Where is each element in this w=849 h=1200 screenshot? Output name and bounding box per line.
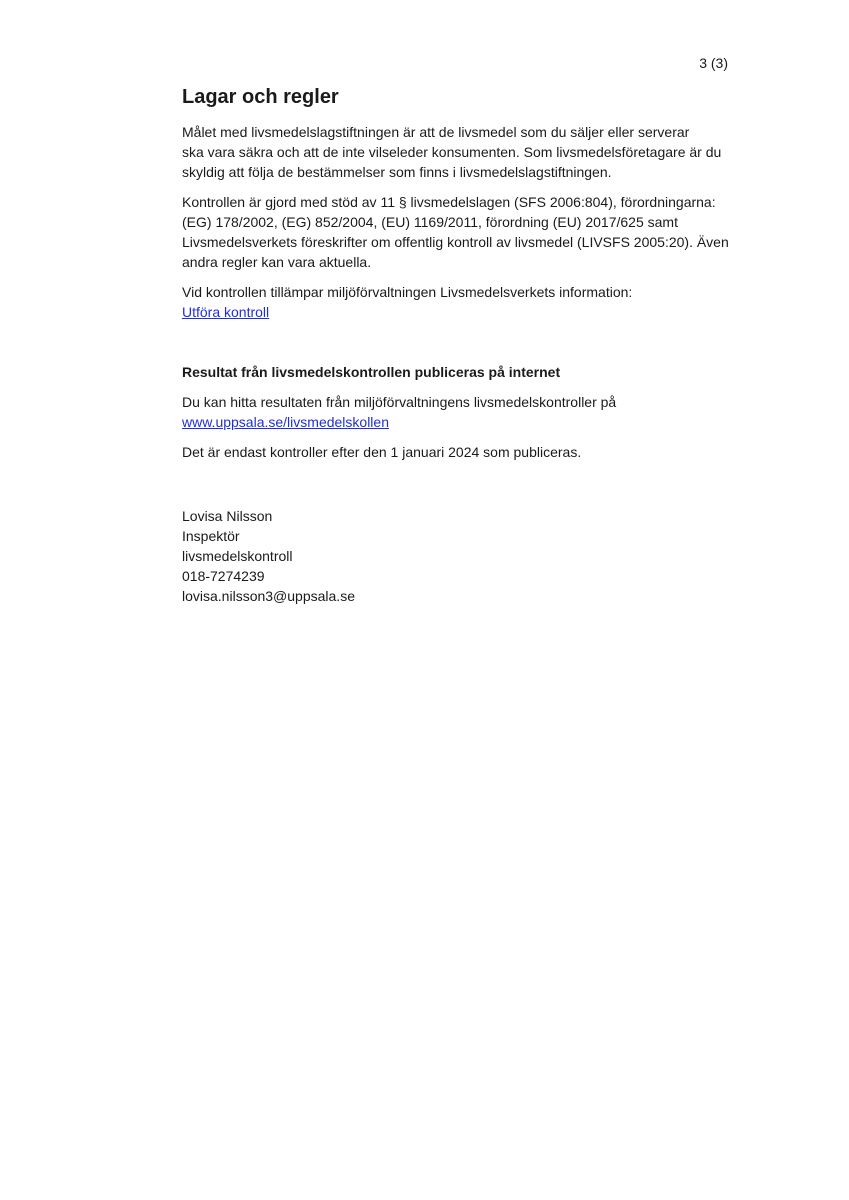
signature-title: Inspektör (182, 528, 240, 544)
paragraph-results-location (182, 392, 732, 432)
paragraph-legal-basis (182, 192, 732, 272)
signature-name: Lovisa Nilsson (182, 508, 273, 524)
paragraph-line: skyldig att följa de bestämmelser som finns i livsmedelslagstiftningen. (182, 164, 612, 180)
paragraph-purpose (182, 122, 732, 182)
signature-email: lovisa.nilsson3@uppsala.se (182, 588, 355, 604)
signature-phone: 018-7274239 (182, 568, 265, 584)
paragraph-publication-date: Det är endast kontroller efter den 1 januari 2024 som publiceras. (182, 444, 582, 460)
signature-department: livsmedelskontroll (182, 548, 293, 564)
section-heading-laws: Lagar och regler (182, 86, 339, 108)
paragraph-line: Vid kontrollen tillämpar miljöförvaltningen Livsmedelsverkets information: (182, 284, 633, 300)
document-body (182, 84, 732, 606)
page-number: 3 (3) (699, 55, 728, 71)
paragraph-line: Livsmedelsverkets föreskrifter om offentlig kontroll av livsmedel (LIVSFS 2005:20). Även (182, 234, 729, 250)
signature-block (182, 506, 732, 606)
paragraph-line: Du kan hitta resultaten från miljöförvaltningens livsmedelskontroller på (182, 394, 617, 410)
paragraph-line: ska vara säkra och att de inte vilseleder konsumenten. Som livsmedelsföretagare är du (182, 144, 722, 160)
paragraph-line: andra regler kan vara aktuella. (182, 254, 372, 270)
link-utfora-kontroll[interactable]: Utföra kontroll (182, 304, 270, 320)
paragraph-information (182, 282, 732, 322)
paragraph-line: Kontrollen är gjord med stöd av 11 § livsmedelslagen (SFS 2006:804), förordningarna: (182, 194, 716, 210)
paragraph-line: (EG) 178/2002, (EG) 852/2004, (EU) 1169/2011, förordning (EU) 2017/625 samt (182, 214, 678, 230)
paragraph-line: Målet med livsmedelslagstiftningen är att de livsmedel som du säljer eller serverar (182, 124, 690, 140)
section-heading-results: Resultat från livsmedelskontrollen publiceras på internet (182, 364, 561, 380)
link-livsmedelskollen[interactable]: www.uppsala.se/livsmedelskollen (182, 414, 389, 430)
